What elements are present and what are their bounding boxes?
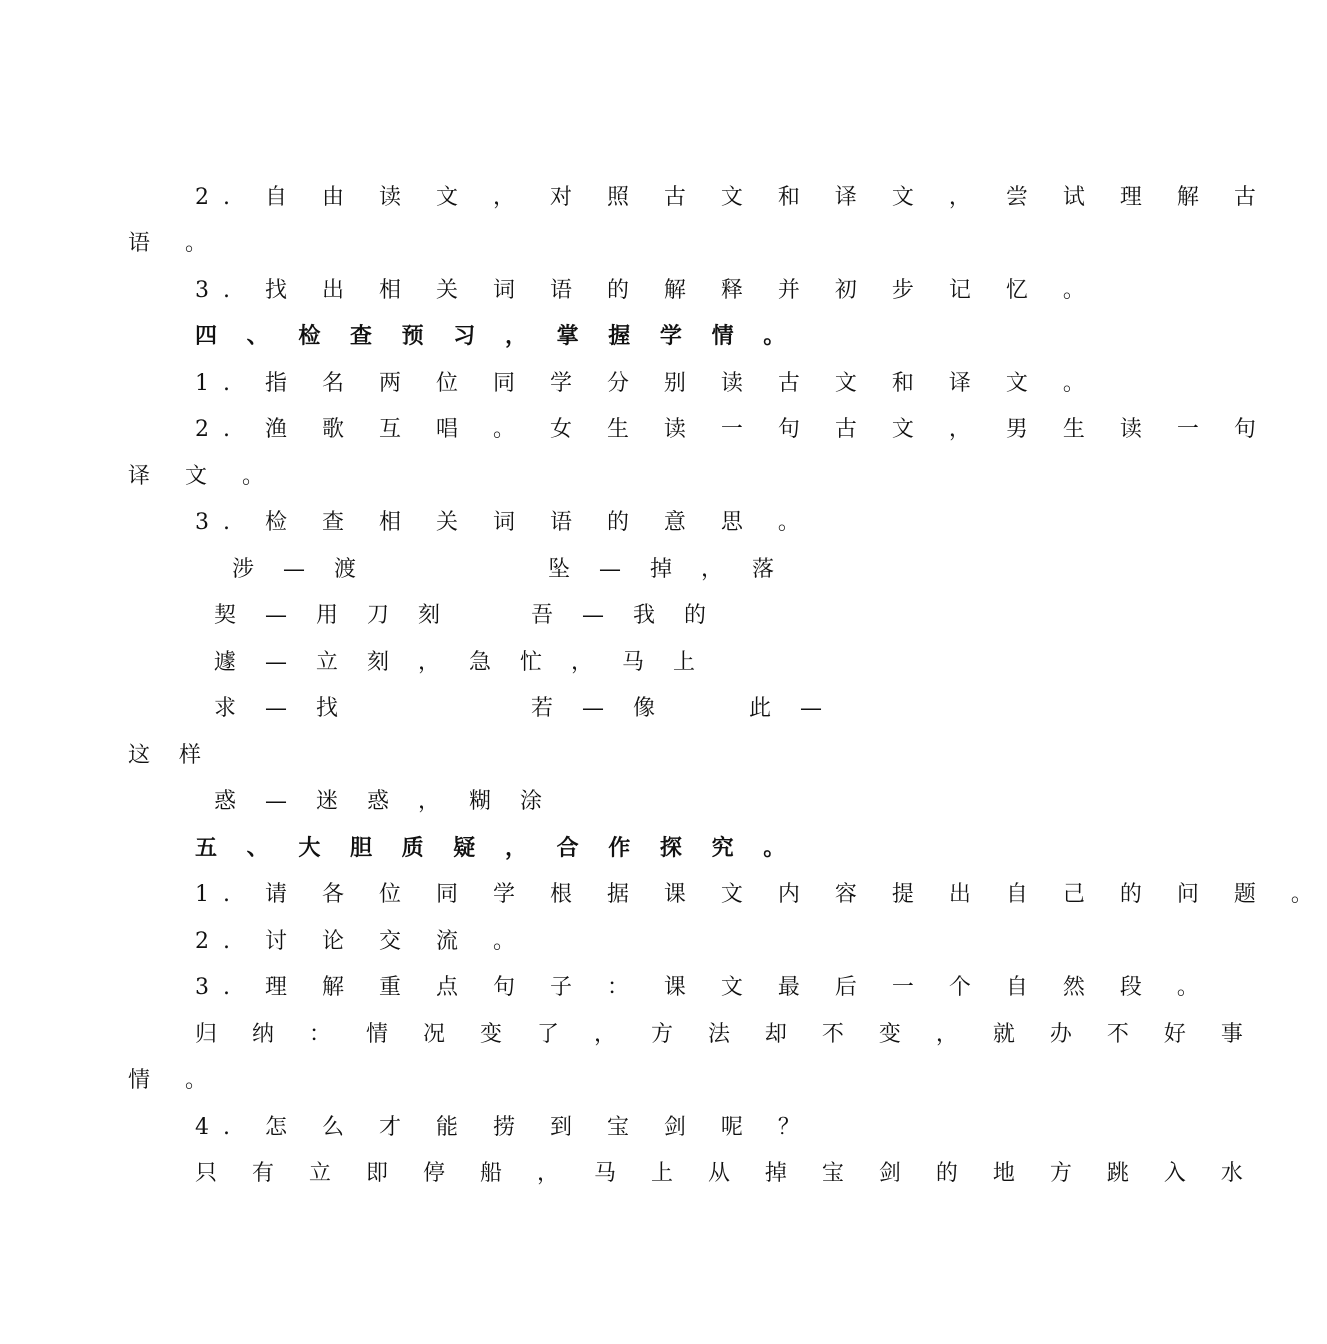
vocab-entry: 吾 — 我 的 (531, 603, 717, 628)
vocab-entry: 这 样 (128, 743, 212, 768)
vocab-entry: 惑 — 迷 惑 ， 糊 涂 (214, 789, 553, 814)
vocab-entry: 坠 — 掉 ， 落 (548, 557, 785, 582)
paragraph-line: 情 。 (128, 1068, 221, 1093)
vocab-entry: 求 — 找 (214, 696, 349, 721)
paragraph-line: 2. 讨 论 交 流 。 (195, 929, 529, 954)
vocab-entry: 若 — 像 (531, 696, 666, 721)
vocab-entry: 契 — 用 刀 刻 (214, 603, 451, 628)
paragraph-line: 1. 请 各 位 同 学 根 据 课 文 内 容 提 出 自 己 的 问 题 。 (195, 882, 1327, 907)
paragraph-line: 2. 自 由 读 文 ， 对 照 古 文 和 译 文 ， 尝 试 理 解 古 (195, 185, 1270, 210)
paragraph-line: 只 有 立 即 停 船 ， 马 上 从 掉 宝 剑 的 地 方 跳 入 水 (195, 1161, 1257, 1186)
section-heading-4: 四 、 检 查 预 习 ， 掌 握 学 情 。 (195, 324, 797, 349)
section-heading-5: 五 、 大 胆 质 疑 ， 合 作 探 究 。 (195, 836, 797, 861)
paragraph-line: 3. 检 查 相 关 词 语 的 意 思 。 (195, 510, 814, 535)
paragraph-line: 2. 渔 歌 互 唱 。 女 生 读 一 句 古 文 ， 男 生 读 一 句 (195, 417, 1270, 442)
paragraph-line: 1. 指 名 两 位 同 学 分 别 读 古 文 和 译 文 。 (195, 371, 1099, 396)
paragraph-line: 4. 怎 么 才 能 捞 到 宝 剑 呢 ？ (195, 1115, 814, 1140)
paragraph-line: 3. 找 出 相 关 词 语 的 解 释 并 初 步 记 忆 。 (195, 278, 1099, 303)
vocab-entry: 遽 — 立 刻 ， 急 忙 ， 马 上 (214, 650, 706, 675)
paragraph-line: 语 。 (128, 231, 221, 256)
paragraph-line: 归 纳 ： 情 况 变 了 ， 方 法 却 不 变 ， 就 办 不 好 事 (195, 1022, 1257, 1047)
paragraph-line: 译 文 。 (128, 464, 278, 489)
paragraph-line: 3. 理 解 重 点 句 子 ： 课 文 最 后 一 个 自 然 段 。 (195, 975, 1213, 1000)
vocab-entry: 涉 — 渡 (232, 557, 367, 582)
vocab-entry: 此 — (749, 696, 833, 721)
